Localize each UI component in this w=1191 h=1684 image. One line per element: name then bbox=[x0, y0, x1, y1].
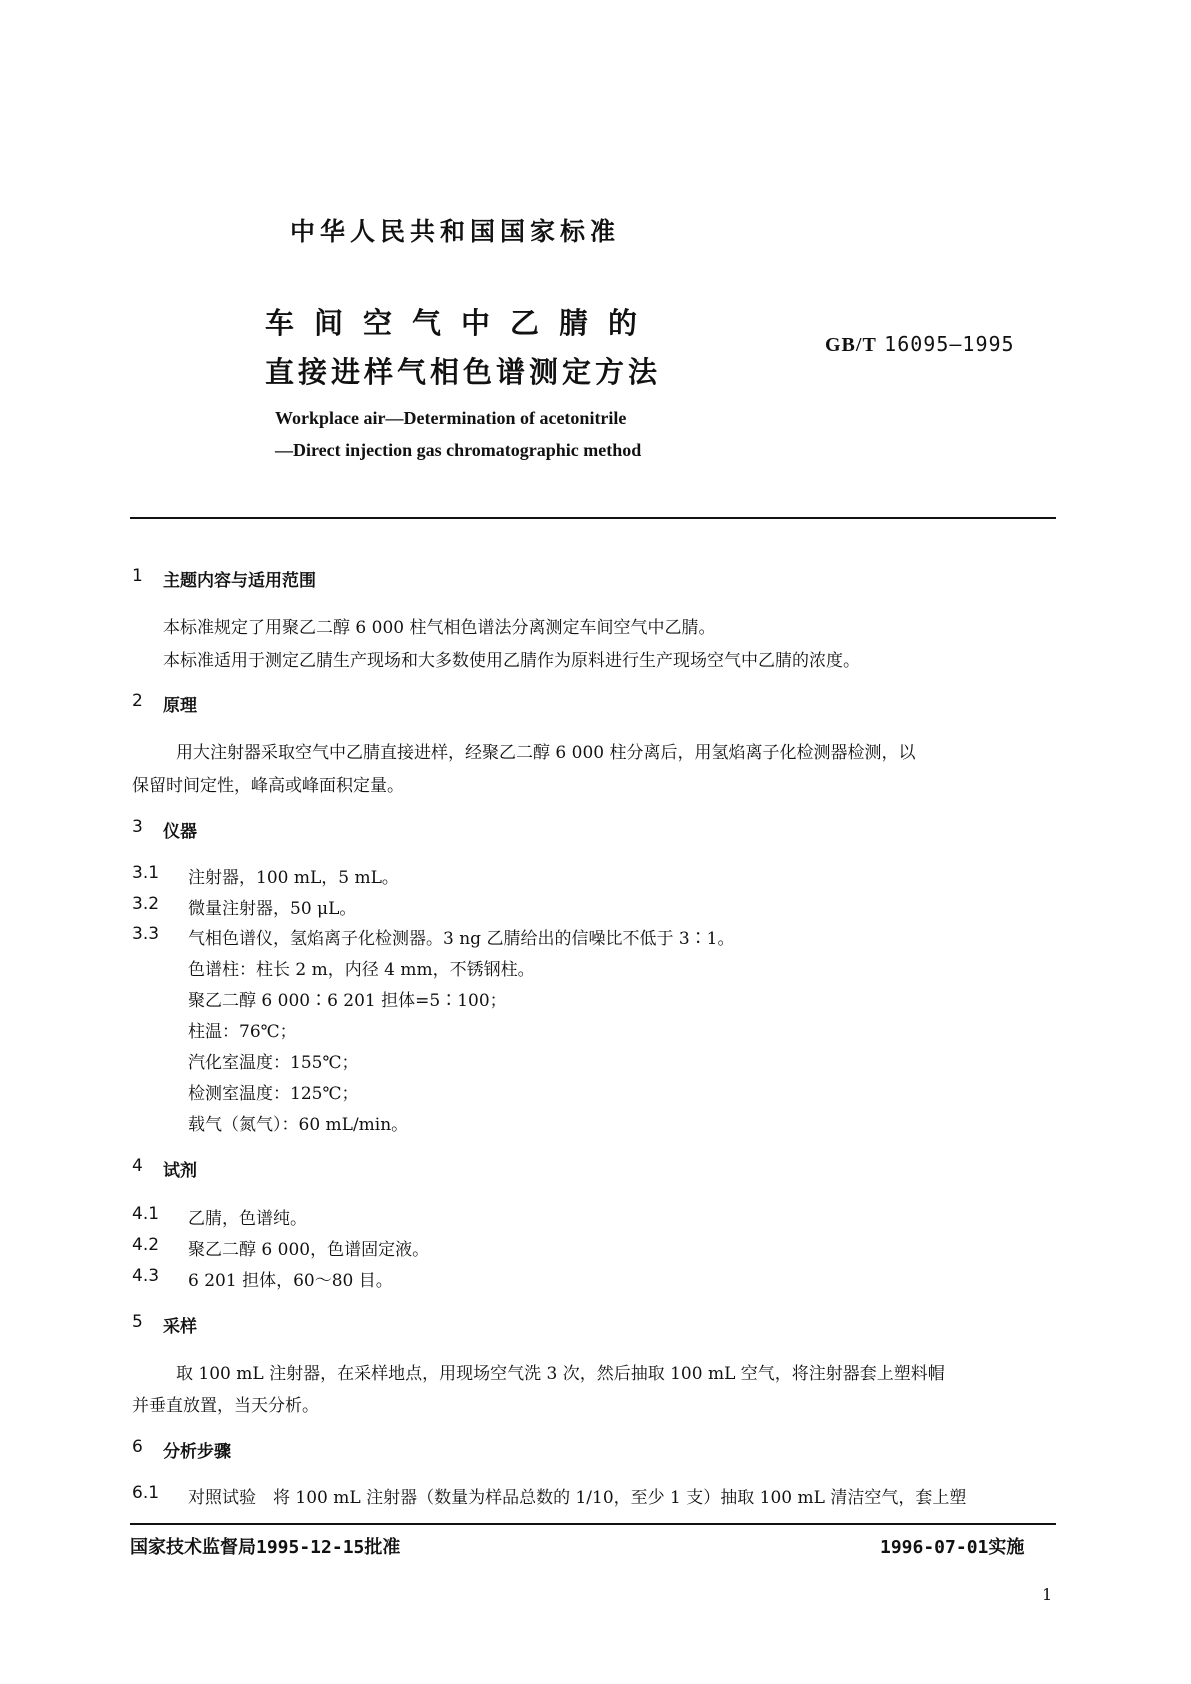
title-en-line1: Workplace air—Determination of acetonitrile bbox=[275, 408, 627, 428]
section-6-title: 分析步骤 bbox=[163, 1442, 231, 1462]
section-4-item-3-text: 6 201 担体，60～80 目。 bbox=[188, 1271, 393, 1291]
section-3-item-3-number: 3.3 bbox=[132, 924, 160, 944]
title-cn-line1: 车间空气中乙腈的 bbox=[265, 306, 658, 340]
section-4-item-3-number: 4.3 bbox=[132, 1266, 160, 1286]
approval-suffix: 批准 bbox=[364, 1537, 401, 1558]
approval-date: 1995-12-15 bbox=[256, 1537, 365, 1558]
section-2-number: 2 bbox=[132, 691, 143, 711]
section-2-p1b-text: 保留时间定性，峰高或峰面积定量。 bbox=[132, 776, 404, 796]
section-3-item-1-text: 注射器，100 mL，5 mL。 bbox=[188, 868, 399, 888]
section-4-item-2-number: 4.2 bbox=[132, 1235, 160, 1255]
standard-code-prefix: GB/T bbox=[825, 334, 877, 356]
implementation-info bbox=[880, 1533, 1024, 1559]
section-6-item-1-number: 6.1 bbox=[132, 1483, 160, 1503]
title-cn-line2: 直接进样气相色谱测定方法 bbox=[265, 355, 662, 389]
section-3-item-3-text: 气相色谱仪，氢焰离子化检测器。3 ng 乙腈给出的信噪比不低于 3∶1。 bbox=[188, 929, 735, 949]
column-temp-text: 柱温：76℃； bbox=[188, 1022, 297, 1042]
implementation-date: 1996-07-01 bbox=[880, 1537, 989, 1558]
section-5-number: 5 bbox=[132, 1312, 143, 1332]
section-2-p1a-text: 用大注射器采取空气中乙腈直接进样，经聚乙二醇 6 000 柱分离后，用氢焰离子化检测器检测，以 bbox=[176, 743, 916, 763]
section-2-title: 原理 bbox=[163, 696, 197, 716]
standard-code bbox=[825, 332, 1015, 357]
standard-code-number: 16095—1995 bbox=[884, 332, 1015, 356]
approval-info bbox=[130, 1533, 400, 1559]
section-5-p1b-text: 并垂直放置，当天分析。 bbox=[132, 1396, 319, 1416]
section-3-item-2-number: 3.2 bbox=[132, 894, 160, 914]
section-4-item-2-text: 聚乙二醇 6 000，色谱固定液。 bbox=[188, 1240, 430, 1260]
stationary-phase-text: 聚乙二醇 6 000∶6 201 担体=5∶100； bbox=[188, 991, 507, 1011]
section-1-title: 主题内容与适用范围 bbox=[163, 571, 316, 591]
column-spec-text: 色谱柱：柱长 2 m，内径 4 mm，不锈钢柱。 bbox=[188, 960, 535, 980]
section-5-title: 采样 bbox=[163, 1317, 197, 1337]
section-4-number: 4 bbox=[132, 1156, 143, 1176]
footer-divider bbox=[130, 1523, 1056, 1525]
section-4-item-1-number: 4.1 bbox=[132, 1204, 160, 1224]
section-1-number: 1 bbox=[132, 566, 143, 586]
section-3-number: 3 bbox=[132, 817, 143, 837]
section-5-p1a-text: 取 100 mL 注射器，在采样地点，用现场空气洗 3 次，然后抽取 100 mL 空气，将注射器套上塑料帽 bbox=[176, 1364, 945, 1384]
section-1-p2-text: 本标准适用于测定乙腈生产现场和大多数使用乙腈作为原料进行生产现场空气中乙腈的浓度。 bbox=[163, 651, 860, 671]
section-3-item-2-text: 微量注射器，50 μL。 bbox=[188, 899, 357, 919]
section-4-item-1-text: 乙腈，色谱纯。 bbox=[188, 1209, 307, 1229]
header-divider bbox=[130, 517, 1056, 519]
section-3-item-1-number: 3.1 bbox=[132, 863, 160, 883]
section-3-title: 仪器 bbox=[163, 822, 197, 842]
vaporizer-temp-text: 汽化室温度：155℃； bbox=[188, 1053, 359, 1073]
detector-temp-text: 检测室温度：125℃； bbox=[188, 1084, 359, 1104]
implementation-suffix: 实施 bbox=[988, 1537, 1025, 1558]
section-6-item-1-text: 对照试验 将 100 mL 注射器（数量为样品总数的 1/10，至少 1 支）抽取 100 mL 清洁空气，套上塑 bbox=[188, 1488, 967, 1508]
carrier-gas-text: 载气（氮气）：60 mL/min。 bbox=[188, 1115, 409, 1135]
national-standard-heading: 中华人民共和国国家标准 bbox=[290, 217, 621, 246]
title-en-line2: —Direct injection gas chromatographic method bbox=[275, 440, 642, 460]
section-1-p1-text: 本标准规定了用聚乙二醇 6 000 柱气相色谱法分离测定车间空气中乙腈。 bbox=[163, 618, 716, 638]
approval-authority: 国家技术监督局 bbox=[130, 1537, 256, 1558]
section-4-title: 试剂 bbox=[163, 1161, 197, 1181]
section-6-number: 6 bbox=[132, 1437, 143, 1457]
page-number: 1 bbox=[1042, 1585, 1053, 1604]
